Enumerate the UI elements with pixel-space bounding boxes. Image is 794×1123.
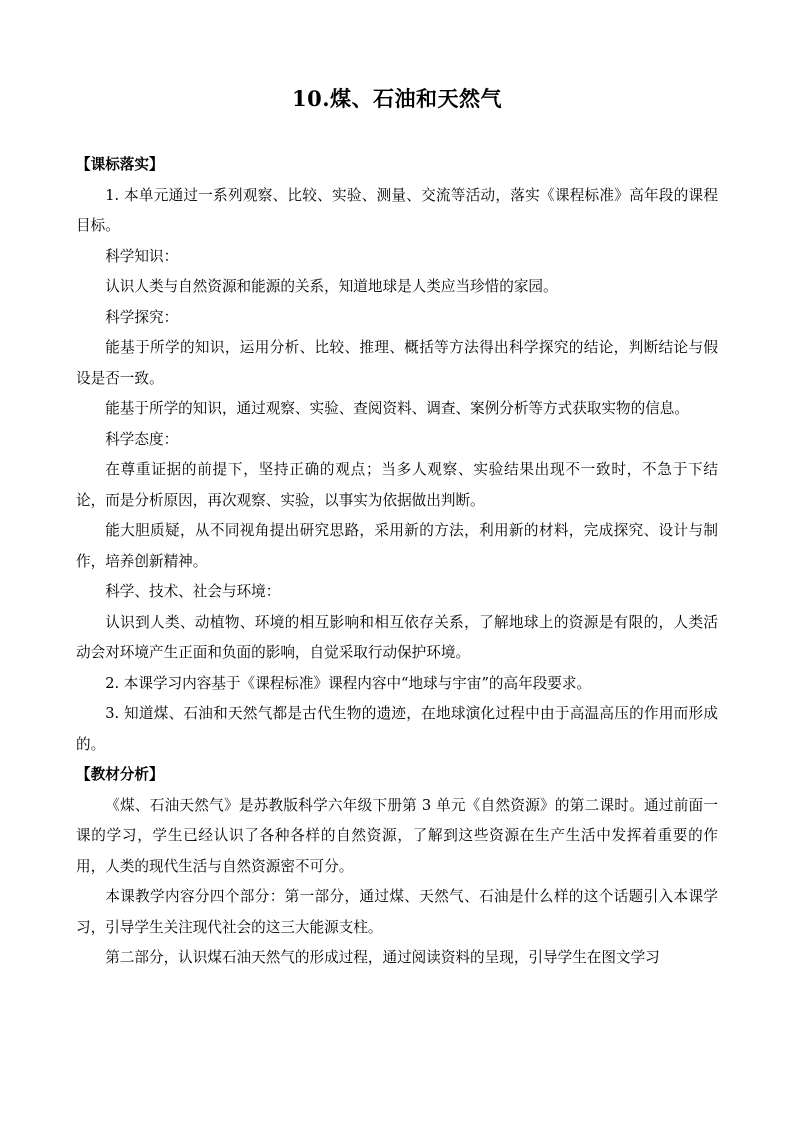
paragraph-sts: 认识到人类、动植物、环境的相互影响和相互依存关系，了解地球上的资源是有限的，人类活动会对环境产生正面和负面的影响，自觉采取行动保护环境。 <box>76 613 718 661</box>
paragraph-science-attitude-2: 能大胆质疑，从不同视角提出研究思路，采用新的方法，利用新的材料，完成探究、设计与制作，培养创新精神。 <box>76 522 718 570</box>
paragraph-science-inquiry-2: 能基于所学的知识，通过观察、实验、查阅资料、调查、案例分析等方式获取实物的信息。 <box>105 400 689 417</box>
paragraph-science-knowledge: 认识人类与自然资源和能源的关系，知道地球是人类应当珍惜的家园。 <box>105 278 558 295</box>
label-science-knowledge: 科学知识： <box>105 247 179 265</box>
label-science-attitude: 科学态度： <box>105 430 179 448</box>
section-heading-analysis: 【教材分析】 <box>76 766 164 783</box>
paragraph-analysis-3: 第二部分，认识煤石油天然气的形成过程，通过阅读资料的呈现，引导学生在图文学习 <box>105 949 660 966</box>
paragraph-science-attitude-1: 在尊重证据的前提下，坚持正确的观点；当多人观察、实验结果出现不一致时，不急于下结论，而是分析原因，再次观察、实验，以事实为依据做出判断。 <box>76 461 718 509</box>
label-science-inquiry: 科学探究： <box>105 308 179 326</box>
paragraph-analysis-2: 本课教学内容分四个部分：第一部分，通过煤、天然气、石油是什么样的这个话题引入本课学习，引导学生关注现代社会的这三大能源支柱。 <box>76 888 718 936</box>
paragraph-standards-1: 1. 本单元通过一系列观察、比较、实验、测量、交流等活动，落实《课程标准》高年段的课程目标。 <box>76 186 718 234</box>
paragraph-standards-2: 2. 本课学习内容基于《课程标准》课程内容中“地球与宇宙”的高年段要求。 <box>105 674 592 692</box>
section-heading-standards: 【课标落实】 <box>76 156 164 173</box>
paragraph-standards-3: 3. 知道煤、石油和天然气都是古代生物的遗迹，在地球演化过程中由于高温高压的作用而形成的。 <box>76 705 718 753</box>
document-body <box>76 150 718 974</box>
paragraph-science-inquiry-1: 能基于所学的知识，运用分析、比较、推理、概括等方法得出科学探究的结论，判断结论与假设是否一致。 <box>76 339 718 387</box>
paragraph-analysis-1: 《煤、石油天然气》是苏教版科学六年级下册第 3 单元《自然资源》的第二课时。通过前面一课的学习，学生已经认识了各种各样的自然资源，了解到这些资源在生产生活中发挥着重要的作用，人类的现代生活与自然资源密不可分。 <box>76 796 718 875</box>
label-sts: 科学、技术、社会与环境： <box>105 583 281 600</box>
page-title: 10.煤、石油和天然气 <box>291 86 503 111</box>
